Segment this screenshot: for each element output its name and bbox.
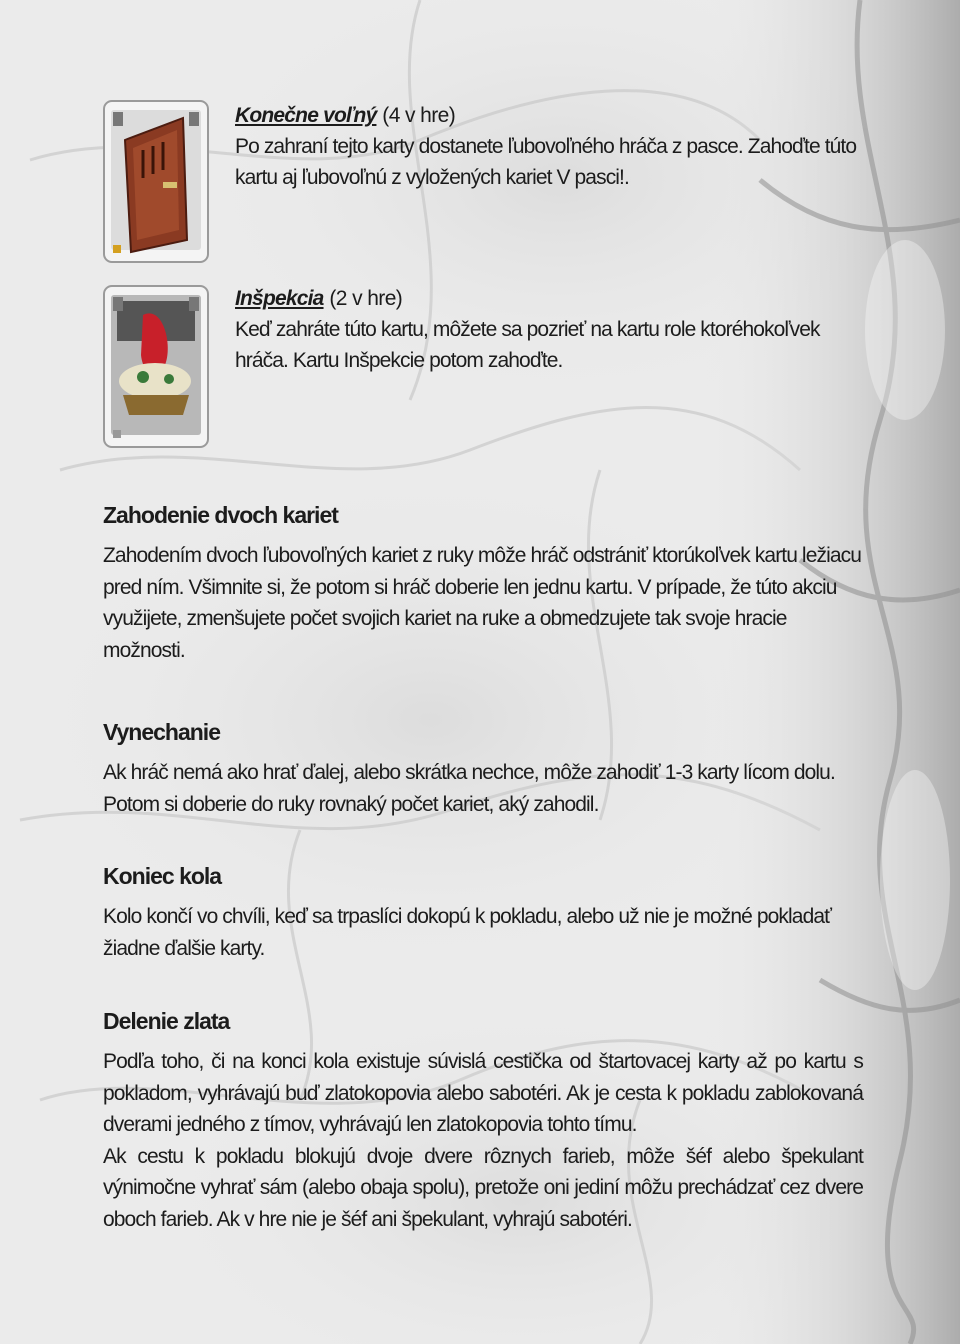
door-card-image xyxy=(103,100,209,263)
section-skip xyxy=(103,717,863,820)
section-paragraph: Kolo končí vo chvíli, keď sa trpaslíci dokopú k pokladu, alebo už nie je možné pokladať žiadne ďalšie karty. xyxy=(103,905,832,960)
card-title-line xyxy=(235,283,875,314)
section-discard-two xyxy=(103,500,863,666)
card-title-line xyxy=(235,100,875,131)
section-paragraph: Zahodením dvoch ľubovoľných kariet z ruky môže hráč odstrániť ktorúkoľvek kartu ležiacu pred ním. Všimnite si, že potom si hráč doberie len jednu kartu. V prípade, že túto akciu využijete, zmenšujete počet svojich kariet na ruke a obmedzujete tak svoje hracie možnosti. xyxy=(103,544,861,662)
section-heading: Zahodenie dvoch kariet xyxy=(103,502,338,528)
inspection-card-icon xyxy=(103,285,209,448)
section-round-end xyxy=(103,861,863,964)
section-heading: Delenie zlata xyxy=(103,1008,230,1034)
section-paragraph: Ak cestu k pokladu blokujú dvoje dvere rôznych farieb, môže šéf alebo špekulant výnimočne vyhrať sám (alebo obaja spolu), pretože oni jediní môžu prechádzať cez dvere oboch farieb. Ak v hre nie je šéf ani špekulant, vyhrajú sabotéri. xyxy=(103,1144,863,1231)
card-count: (2 v hre) xyxy=(329,287,403,310)
card-count: (4 v hre) xyxy=(382,104,456,127)
card-name: Konečne voľný xyxy=(235,104,377,127)
section-paragraph: Podľa toho, či na konci kola existuje súvislá cestička od štartovacej karty až po kartu s pokladom, vyhrávajú buď zlatokopovia alebo sabotéri. Ak je cesta k pokladu zablokovaná dverami jedného z tímov, vyhrávajú len zlatokopovia tohto tímu. xyxy=(103,1050,863,1136)
card-description: Keď zahráte túto kartu, môžete sa pozrieť na kartu role ktoréhokoľvek hráča. Kartu Inšpekcie potom zahoďte. xyxy=(235,318,820,372)
card-name: Inšpekcia xyxy=(235,287,324,310)
card-description: Po zahraní tejto karty dostanete ľubovoľného hráča z pasce. Zahoďte túto kartu aj ľubovoľnú z vyložených kariet V pasci!. xyxy=(235,135,857,189)
card-entry-door xyxy=(235,100,875,193)
section-paragraph: Ak hráč nemá ako hrať ďalej, alebo skrátka nechce, môže zahodiť 1-3 karty lícom dolu. Potom si doberie do ruky rovnaký počet kariet, aký zahodil. xyxy=(103,761,835,816)
section-gold-split xyxy=(103,1006,863,1235)
section-heading: Vynechanie xyxy=(103,719,220,745)
door-card-icon xyxy=(103,100,209,263)
inspection-card-image xyxy=(103,285,209,448)
section-heading: Koniec kola xyxy=(103,863,222,889)
card-entry-inspection xyxy=(235,283,875,376)
